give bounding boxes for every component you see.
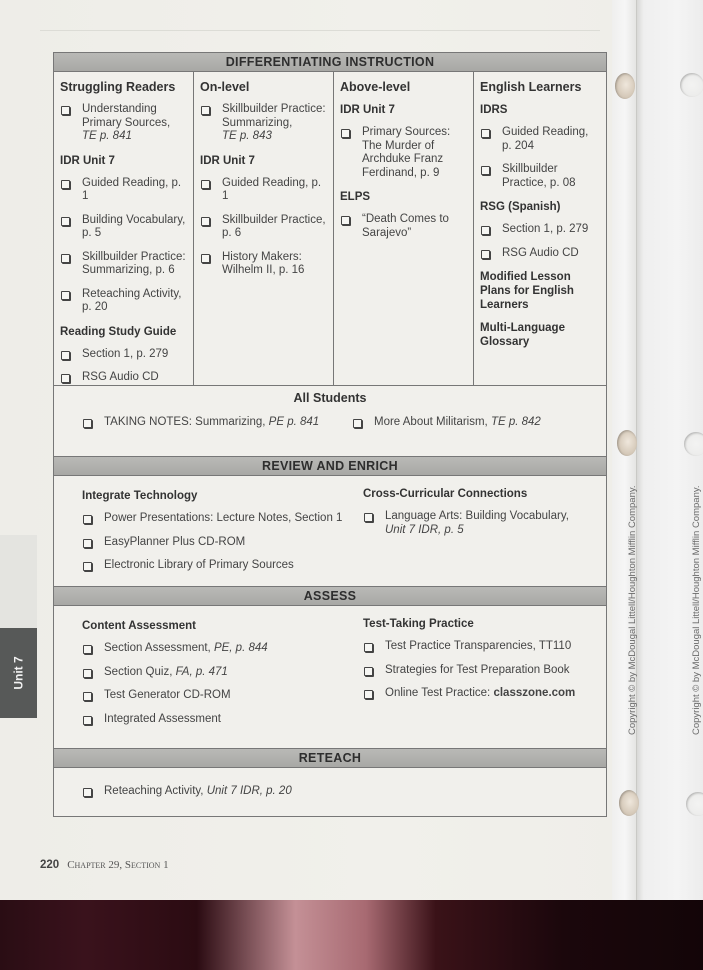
checkbox-icon[interactable] [83,419,92,428]
subheading: Modified Lesson Plans for English Learners [480,271,574,311]
checklist-item[interactable]: “Death Comes to Sarajevo” [340,213,467,240]
checklist-item[interactable]: Guided Reading, p. 1 [60,177,187,204]
subheading: RSG (Spanish) [480,201,561,213]
assess-header: ASSESS [54,587,606,606]
subheading: Test-Taking Practice [363,618,474,630]
copyright-notice-next-page: Copyright © by McDougal Littell/Houghton Mifflin Company. [691,485,702,735]
binder-hole-icon [686,792,703,816]
reteach-section [54,768,606,816]
checklist-item[interactable]: Strategies for Test Preparation Book [363,664,575,678]
checklist-item[interactable]: Primary Sources: The Murder of Archduke Franz Ferdinand, p. 9 [340,126,467,180]
column-above-level [334,72,474,385]
checkbox-icon[interactable] [353,419,362,428]
checklist-item[interactable]: Section Assessment, PE, p. 844 [82,642,268,656]
side-tab-blank [0,535,37,628]
test-taking-practice [363,618,575,711]
subheading: Cross-Curricular Connections [363,488,528,500]
content-assessment [82,620,268,736]
all-students-heading: All Students [293,391,367,405]
checkbox-icon[interactable] [61,217,70,226]
checklist-item[interactable]: Skillbuilder Practice, p. 6 [200,214,327,241]
checkbox-icon[interactable] [201,106,210,115]
checkbox-icon[interactable] [61,180,70,189]
chapter-label: Chapter 29, Section 1 [67,859,169,871]
checklist-item[interactable]: Skillbuilder Practice, p. 08 [480,163,600,190]
subheading: ELPS [340,191,371,203]
column-on-level [194,72,334,385]
checklist-item[interactable]: Building Vocabulary, p. 5 [60,214,187,241]
checklist-item[interactable]: Section 1, p. 279 [60,348,187,362]
checklist-item[interactable]: Electronic Library of Primary Sources [82,559,342,573]
column-heading: On-level [200,80,250,94]
differentiating-header: DIFFERENTIATING INSTRUCTION [54,53,606,72]
checklist-item[interactable]: EasyPlanner Plus CD-ROM [82,536,342,550]
checkbox-icon[interactable] [83,515,92,524]
column-heading: Above-level [340,80,411,94]
lesson-plan-table [53,52,607,817]
column-struggling-readers [54,72,194,385]
unit-tab-label: Unit 7 [11,656,26,690]
checkbox-icon[interactable] [83,645,92,654]
reteach-header: RETEACH [54,749,606,768]
subheading: IDRS [480,104,508,116]
checkbox-icon[interactable] [481,166,490,175]
checkbox-icon[interactable] [83,669,92,678]
checkbox-icon[interactable] [83,562,92,571]
checkbox-icon[interactable] [201,180,210,189]
checklist-item[interactable]: Section 1, p. 279 [480,223,600,237]
page-number: 220 [40,859,60,871]
column-heading: Struggling Readers [60,80,176,94]
checkbox-icon[interactable] [481,250,490,259]
checklist-item[interactable]: Guided Reading, p. 1 [200,177,327,204]
checklist-item[interactable]: RSG Audio CD [480,247,600,261]
review-enrich-section [54,476,606,587]
checklist-item[interactable]: Integrated Assessment [82,713,268,727]
checkbox-icon[interactable] [61,351,70,360]
unit-side-tab [0,628,37,718]
checkbox-icon[interactable] [61,106,70,115]
binder-hole-icon [617,430,637,456]
page-footer [40,859,169,871]
checklist-item[interactable]: RSG Audio CD [60,371,187,385]
faded-rule [40,30,600,31]
checklist-item[interactable]: Understanding Primary Sources, TE p. 841 [60,103,187,144]
checkbox-icon[interactable] [341,129,350,138]
checklist-item[interactable]: Skillbuilder Practice: Summarizing, TE p. 843 [200,103,327,144]
column-heading: English Learners [480,80,582,94]
copyright-notice: Copyright © by McDougal Littell/Houghton Mifflin Company. [627,485,638,735]
checkbox-icon[interactable] [201,217,210,226]
checkbox-icon[interactable] [83,539,92,548]
checklist-item[interactable]: Test Generator CD-ROM [82,689,268,703]
binder-hole-icon [680,73,703,97]
all-students-section [54,386,606,457]
checkbox-icon[interactable] [481,129,490,138]
checkbox-icon[interactable] [83,788,92,797]
classzone-link[interactable]: classzone.com [493,687,576,699]
checklist-item[interactable]: Power Presentations: Lecture Notes, Section 1 [82,512,342,526]
checklist-item[interactable]: Online Test Practice: classzone.com [363,687,575,701]
checklist-item[interactable]: TAKING NOTES: Summarizing, PE p. 841 [82,416,319,430]
column-english-learners [474,72,606,385]
checkbox-icon[interactable] [364,667,373,676]
checkbox-icon[interactable] [61,254,70,263]
differentiating-columns [54,72,606,386]
binder-hole-icon [619,790,639,816]
checkbox-icon[interactable] [364,690,373,699]
checklist-item[interactable]: Language Arts: Building Vocabulary, Unit 7 IDR, p. 5 [363,510,569,537]
checkbox-icon[interactable] [201,254,210,263]
checkbox-icon[interactable] [61,374,70,383]
checklist-item[interactable]: Section Quiz, FA, p. 471 [82,666,268,680]
subheading: IDR Unit 7 [200,154,255,167]
subheading: Integrate Technology [82,490,198,502]
checklist-item[interactable]: Test Practice Transparencies, TT110 [363,640,575,654]
subheading: IDR Unit 7 [340,104,395,116]
checklist-item[interactable]: Reteaching Activity, Unit 7 IDR, p. 20 [82,785,292,799]
checklist-item[interactable]: Skillbuilder Practice: Summarizing, p. 6 [60,251,187,278]
checklist-item[interactable]: Guided Reading, p. 204 [480,126,600,153]
checklist-item[interactable]: Reteaching Activity, p. 20 [60,288,187,315]
binder-hole-icon [615,73,635,99]
subheading: Multi-Language Glossary [480,322,565,348]
assess-section [54,606,606,749]
checkbox-icon[interactable] [83,716,92,725]
checkbox-icon[interactable] [61,291,70,300]
checklist-item[interactable]: History Makers: Wilhelm II, p. 16 [200,251,327,278]
background-surface [0,900,703,970]
subheading: IDR Unit 7 [60,154,115,167]
checklist-item[interactable]: More About Militarism, TE p. 842 [352,416,541,430]
integrate-technology [82,490,342,583]
checkbox-icon[interactable] [83,692,92,701]
checkbox-icon[interactable] [481,226,490,235]
checkbox-icon[interactable] [364,513,373,522]
subheading: Content Assessment [82,620,196,632]
checkbox-icon[interactable] [364,643,373,652]
checkbox-icon[interactable] [341,216,350,225]
binder-hole-icon [684,432,703,456]
subheading: Reading Study Guide [60,325,177,338]
review-enrich-header: REVIEW AND ENRICH [54,457,606,476]
cross-curricular-connections [363,488,569,547]
